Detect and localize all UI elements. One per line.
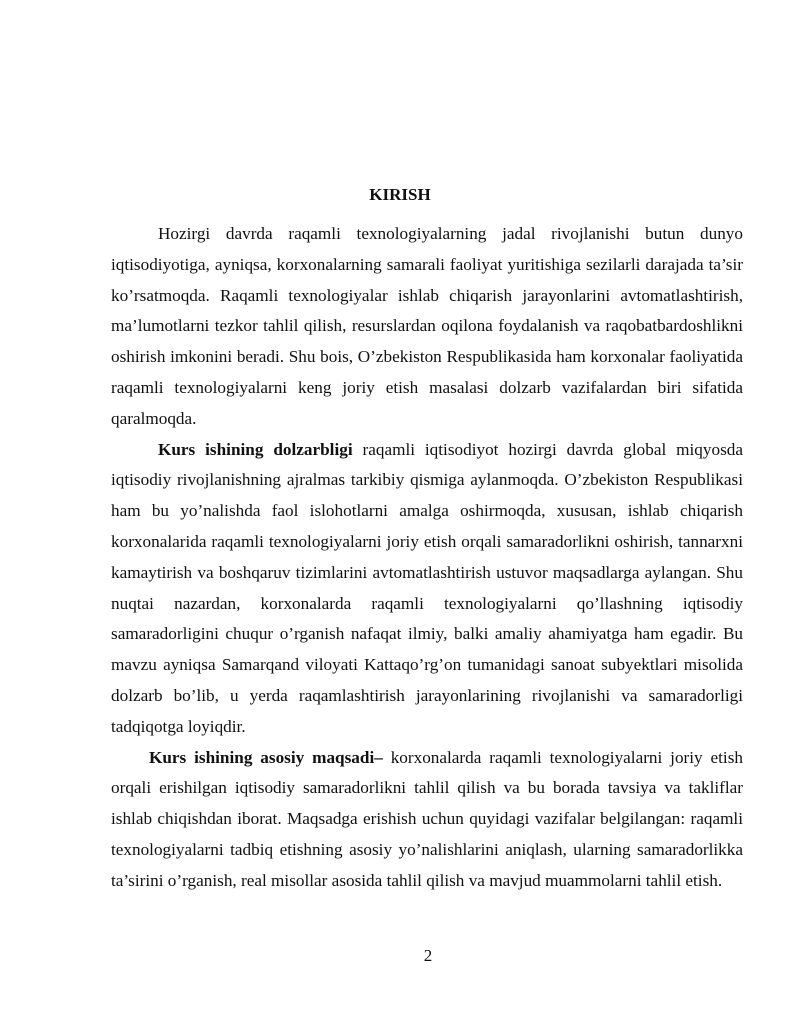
paragraph-introduction: Hozirgi davrda raqamli texnologiyalarning jadal rivojlanishi butun dunyo iqtisodiyotiga, ayniqsa, korxonalarning samarali faoliyat yuritishiga sezilarli darajada ta’sir ko’rsatmoqda. Raqamli texnologiyalar ishlab chiqarish jarayonlarini avtomatlashtirish, ma’lumotlarni tezkor tahlil qilish, resurslardan oqilona foydalanish va raqobatbardoshlikni oshirish imkonini beradi. Shu bois, O’zbekiston Respublikasida ham korxonalar faoliyatida raqamli texnologiyalarni keng joriy etish masalasi dolzarb vazifalardan biri sifatida qaralmoqda. <box>111 224 743 428</box>
goal-lead: Kurs ishining asosiy maqsadi– <box>149 747 383 767</box>
section-heading: KIRISH <box>369 185 431 204</box>
paragraph-relevance <box>111 435 743 743</box>
body-text <box>111 219 743 897</box>
goal-text: korxonalarda raqamli texnologiyalarni joriy etish orqali erishilgan iqtisodiy samaradorlikni tahlil qilish va bu borada tavsiya va takliflar ishlab chiqishdan iborat. Maqsadga erishish uchun quyidagi vazifalar belgilangan: raqamli texnologiyalarni tadbiq etishning asosiy yo’nalishlarini aniqlash, ularning samaradorlikka ta’sirini o’rganish, real misollar asosida tahlil qilish va mavjud muammolarni tahlil etish. <box>111 747 743 890</box>
relevance-lead: Kurs ishining dolzarbligi <box>158 439 353 459</box>
paragraph-goal <box>111 743 743 897</box>
relevance-text: raqamli iqtisodiyot hozirgi davrda global miqyosda iqtisodiy rivojlanishning ajralmas tarkibiy qismiga aylanmoqda. O’zbekiston Respublikasi ham bu yo’nalishda faol islohotlarni amalga oshirmoqda, xususan, ishlab chiqarish korxonalarida raqamli texnologiyalarni joriy etish orqali samaradorlikni oshirish, tannarxni kamaytirish va boshqaruv tizimlarini avtomatlashtirish ustuvor maqsadlarga aylangan. Shu nuqtai nazardan, korxonalarda raqamli texnologiyalarni qo’llashning iqtisodiy samaradorligini chuqur o’rganish nafaqat ilmiy, balki amaliy ahamiyatga ham egadir. Bu mavzu ayniqsa Samarqand viloyati Kattaqo’rg’on tumanidagi sanoat subyektlari misolida dolzarb bo’lib, u yerda raqamlashtirish jarayonlarining rivojlanishi va samaradorligi tadqiqotga loyiqdir. <box>111 439 743 736</box>
page-number: 2 <box>423 946 433 965</box>
